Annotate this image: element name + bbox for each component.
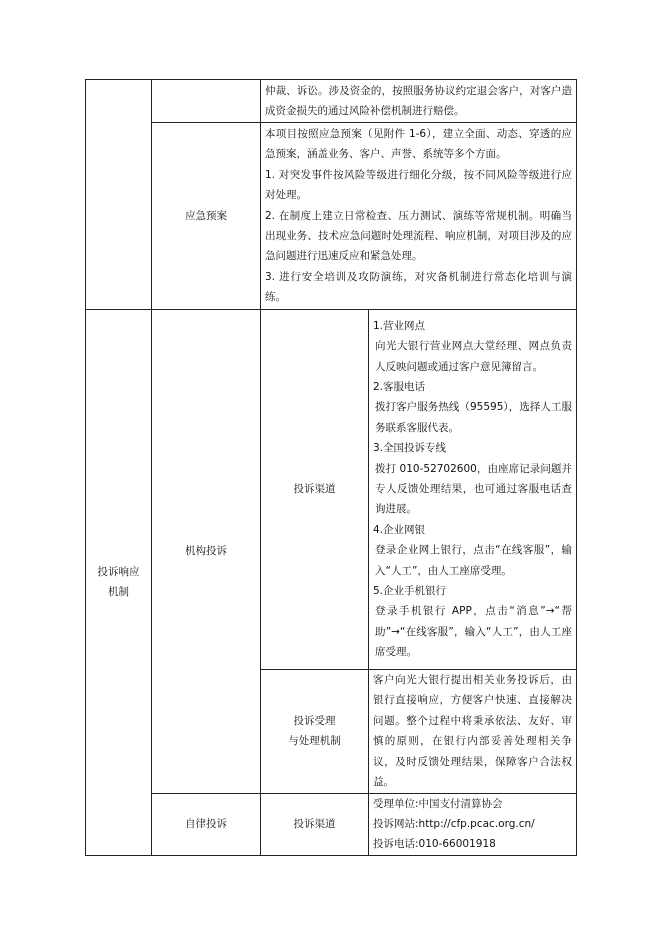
table-row bbox=[86, 309, 577, 669]
table-row bbox=[86, 80, 577, 123]
accepting-organization: 受理单位:中国支付清算协会 bbox=[373, 797, 503, 810]
emergency-paragraph: 1. 对突发事件按风险等级进行细化分级，按不同风险等级进行应对处理。 bbox=[265, 168, 572, 202]
channel-title: 5.企业手机银行 bbox=[373, 584, 447, 597]
empty-cell bbox=[86, 80, 152, 310]
channels-content-cell bbox=[369, 309, 577, 669]
emergency-and-complaint-table bbox=[85, 79, 577, 856]
channel-title: 2.客服电话 bbox=[373, 380, 426, 393]
self-regulatory-content-cell bbox=[369, 793, 577, 855]
emergency-content-cell bbox=[261, 123, 577, 310]
handling-label-cell bbox=[261, 669, 369, 793]
handling-text: 客户向光大银行提出相关业务投诉后，由银行直接响应，方便客户快速、直接解决问题。整个过程中将秉承依法、友好、审慎的原则，在银行内部妥善处理相关争议，及时反馈处理结果，保障客户合法权益。 bbox=[373, 673, 572, 788]
channel-body: 拨打 010-52702600，由座席记录问题并专人反馈处理结果，也可通过客服电话查询进展。 bbox=[375, 462, 572, 516]
channel-title: 1.营业网点 bbox=[373, 319, 426, 332]
institution-complaint-label: 机构投诉 bbox=[185, 545, 227, 558]
table-row bbox=[86, 793, 577, 855]
channel-body: 向光大银行营业网点大堂经理、网点负责人反映问题或通过客户意见簿留言。 bbox=[375, 340, 572, 373]
channels-label-cell bbox=[261, 309, 369, 669]
emergency-paragraph: 3. 进行安全培训及攻防演练，对灾备机制进行常态化培训与演练。 bbox=[265, 270, 572, 304]
channel-title: 4.企业网银 bbox=[373, 523, 426, 536]
emergency-label-cell bbox=[152, 123, 261, 310]
complaint-label-cell bbox=[86, 309, 152, 855]
complaint-website: 投诉网站:http://cfp.pcac.org.cn/ bbox=[373, 818, 535, 831]
emergency-label: 应急预案 bbox=[185, 209, 227, 222]
self-regulatory-label-cell bbox=[152, 793, 261, 855]
emergency-paragraph: 本项目按照应急预案（见附件 1-6），建立全面、动态、穿透的应急预案，涵盖业务、客户、声誉、系统等多个方面。 bbox=[265, 128, 572, 161]
self-regulatory-channel-cell bbox=[261, 793, 369, 855]
self-regulatory-complaint-label: 自律投诉 bbox=[185, 818, 227, 831]
arbitration-cell bbox=[261, 80, 577, 123]
empty-cell bbox=[152, 80, 261, 123]
channel-title: 3.全国投诉专线 bbox=[373, 442, 447, 455]
complaint-phone: 投诉电话:010-66001918 bbox=[373, 838, 496, 851]
handling-mechanism-label: 投诉受理 与处理机制 bbox=[288, 715, 341, 748]
channel-body: 登录手机银行 APP，点击“消息”→“帮助”→“在线客服”，输入“人工”，由人工座席受理。 bbox=[375, 605, 572, 659]
institution-label-cell bbox=[152, 309, 261, 793]
complaint-channels-label: 投诉渠道 bbox=[293, 818, 336, 831]
channel-body: 拨打客户服务热线（95595），选择人工服务联系客服代表。 bbox=[375, 401, 572, 434]
table-row bbox=[86, 123, 577, 310]
channel-body: 登录企业网上银行，点击“在线客服”，输入“人工”，由人工座席受理。 bbox=[375, 544, 572, 577]
complaint-channels-label: 投诉渠道 bbox=[293, 483, 336, 496]
arbitration-text: 仲裁、诉讼。涉及资金的，按照服务协议约定退会客户，对客户造成资金损失的通过风险补偿机制进行赔偿。 bbox=[265, 84, 572, 117]
emergency-paragraph: 2. 在制度上建立日常检查、压力测试、演练等常规机制。明确当出现业务、技术应急问题时处理流程、响应机制，对项目涉及的应急问题进行迅速反应和紧急处理。 bbox=[265, 209, 572, 263]
complaint-mechanism-label: 投诉响应 机制 bbox=[97, 566, 140, 599]
handling-content-cell bbox=[369, 669, 577, 793]
